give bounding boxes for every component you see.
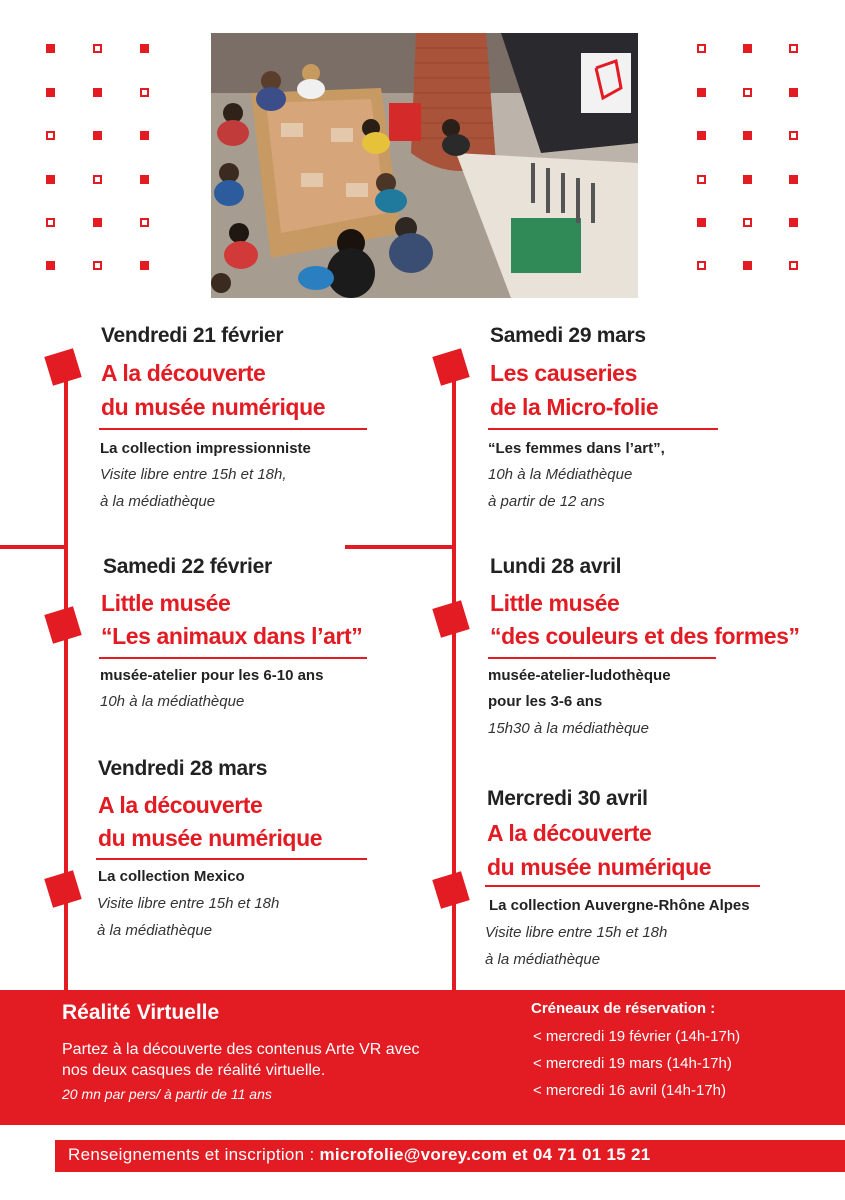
event-detail: Visite libre entre 15h et 18h xyxy=(485,924,668,941)
event-detail: Visite libre entre 15h et 18h, xyxy=(100,466,287,483)
event-title-line: Les causeries xyxy=(490,360,637,386)
event-title-line: “Les animaux dans l’art” xyxy=(101,623,363,649)
event-detail: Visite libre entre 15h et 18h xyxy=(97,895,280,912)
square-dot xyxy=(140,131,149,140)
vr-note: 20 mn par pers/ à partir de 11 ans xyxy=(62,1086,272,1102)
event-title-line: Little musée xyxy=(490,590,620,616)
event-underline xyxy=(99,428,367,430)
event-title-line: du musée numérique xyxy=(98,825,323,851)
event-detail: 10h à la Médiathèque xyxy=(488,466,633,483)
event-title-line: A la découverte xyxy=(98,792,263,818)
event-date: Vendredi 28 mars xyxy=(98,757,268,780)
event-detail: 10h à la médiathèque xyxy=(100,693,245,710)
workshop-photo xyxy=(211,33,638,298)
square-dot xyxy=(93,131,102,140)
vr-heading: Réalité Virtuelle xyxy=(62,1001,220,1024)
vr-text-line: nos deux casques de réalité virtuelle. xyxy=(62,1062,326,1079)
square-dot xyxy=(697,261,706,270)
square-dot xyxy=(140,261,149,270)
center-separator-line xyxy=(345,545,456,549)
timeline-marker xyxy=(432,600,469,637)
event-title-line: Little musée xyxy=(101,590,231,616)
square-dot xyxy=(46,44,55,53)
event-date: Mercredi 30 avril xyxy=(487,787,648,810)
square-dot xyxy=(140,218,149,227)
square-dot xyxy=(93,261,102,270)
timeline-marker xyxy=(432,871,469,908)
slots-heading: Créneaux de réservation : xyxy=(531,1000,716,1017)
square-dot xyxy=(93,44,102,53)
event-date: Samedi 22 février xyxy=(103,555,272,578)
event-underline xyxy=(488,428,718,430)
event-title-line: A la découverte xyxy=(487,820,652,846)
square-dot xyxy=(140,44,149,53)
square-dot xyxy=(93,88,102,97)
square-dot xyxy=(697,131,706,140)
footer-prefix: Renseignements et inscription : xyxy=(68,1145,320,1164)
square-dot xyxy=(697,44,706,53)
square-dot xyxy=(789,175,798,184)
event-detail: à la médiathèque xyxy=(485,951,601,968)
footer-text xyxy=(68,1145,651,1165)
square-dot xyxy=(697,218,706,227)
event-underline xyxy=(485,885,760,887)
event-detail: à la médiathèque xyxy=(97,922,213,939)
event-date: Vendredi 21 février xyxy=(101,324,284,347)
contact-footer xyxy=(55,1140,845,1172)
event-date: Samedi 29 mars xyxy=(490,324,646,347)
square-dot xyxy=(697,175,706,184)
timeline-marker xyxy=(432,348,469,385)
footer-contact: microfolie@vorey.com et 04 71 01 15 21 xyxy=(319,1145,651,1164)
timeline-marker xyxy=(44,348,81,385)
event-date: Lundi 28 avril xyxy=(490,555,622,578)
square-dot xyxy=(140,88,149,97)
event-subtitle: La collection Auvergne-Rhône Alpes xyxy=(489,897,750,914)
slot-item: < mercredi 19 mars (14h-17h) xyxy=(533,1055,732,1072)
square-dot xyxy=(46,261,55,270)
event-title-line: de la Micro-folie xyxy=(490,394,659,420)
timeline-marker xyxy=(44,870,81,907)
event-underline xyxy=(488,657,716,659)
square-dot xyxy=(46,88,55,97)
event-title-line: A la découverte xyxy=(101,360,266,386)
vr-text-line: Partez à la découverte des contenus Arte VR avec xyxy=(62,1041,420,1058)
slot-item: < mercredi 16 avril (14h-17h) xyxy=(533,1082,727,1099)
event-title-line: “des couleurs et des formes” xyxy=(490,623,800,649)
square-dot xyxy=(743,261,752,270)
event-detail: à partir de 12 ans xyxy=(488,493,605,510)
event-subtitle: pour les 3-6 ans xyxy=(488,693,603,710)
event-detail: 15h30 à la médiathèque xyxy=(488,720,649,737)
event-title-line: du musée numérique xyxy=(487,854,712,880)
square-dot xyxy=(93,175,102,184)
square-dot xyxy=(789,88,798,97)
event-subtitle: La collection Mexico xyxy=(98,868,245,885)
event-subtitle: musée-atelier pour les 6-10 ans xyxy=(100,667,324,684)
timeline-marker xyxy=(44,606,81,643)
square-dot xyxy=(46,175,55,184)
slot-item: < mercredi 19 février (14h-17h) xyxy=(533,1028,741,1045)
event-underline xyxy=(99,657,367,659)
event-underline xyxy=(96,858,367,860)
square-dot xyxy=(789,131,798,140)
left-separator-line xyxy=(0,545,68,549)
square-dot xyxy=(743,131,752,140)
square-dot xyxy=(743,88,752,97)
event-detail: à la médiathèque xyxy=(100,493,216,510)
square-dot xyxy=(46,131,55,140)
square-dot xyxy=(789,218,798,227)
square-dot xyxy=(46,218,55,227)
square-dot xyxy=(93,218,102,227)
square-dot xyxy=(789,261,798,270)
event-subtitle: musée-atelier-ludothèque xyxy=(488,667,671,684)
event-subtitle: La collection impressionniste xyxy=(100,440,311,457)
square-dot xyxy=(789,44,798,53)
square-dot xyxy=(743,218,752,227)
square-dot xyxy=(743,44,752,53)
vr-section xyxy=(0,990,845,1125)
square-dot xyxy=(140,175,149,184)
event-title-line: du musée numérique xyxy=(101,394,326,420)
square-dot xyxy=(743,175,752,184)
square-dot xyxy=(697,88,706,97)
event-subtitle: “Les femmes dans l’art”, xyxy=(488,440,665,457)
